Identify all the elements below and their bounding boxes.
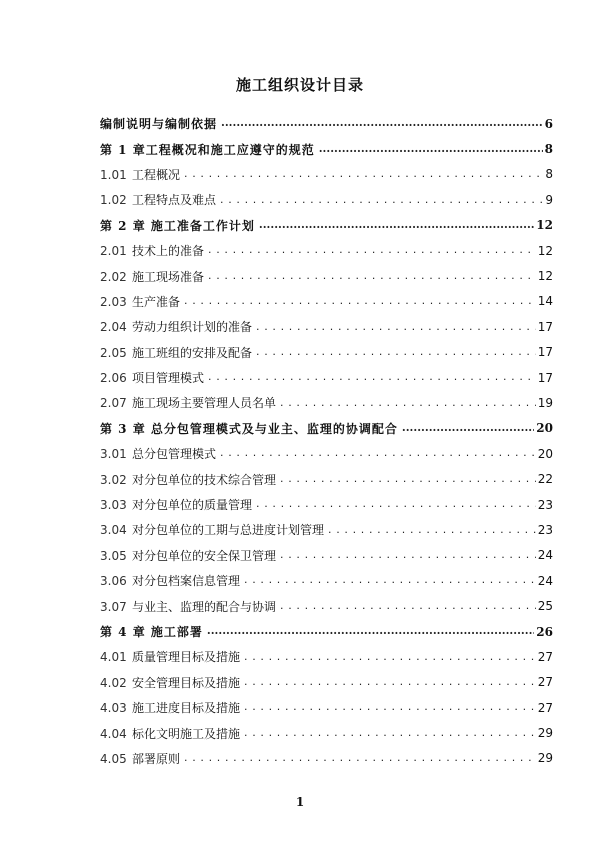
toc-entry-title	[100, 318, 254, 335]
dot-leader	[278, 543, 536, 568]
dot-leader	[242, 568, 536, 593]
toc-section-entry[interactable]	[100, 644, 553, 669]
toc-section-entry[interactable]	[100, 492, 553, 517]
toc-section-label: 安全管理目标及措施	[132, 675, 241, 690]
toc-page-number: 12	[536, 218, 553, 233]
toc-section-number: 2.06	[100, 371, 127, 386]
toc-page-number: 14	[537, 294, 553, 309]
toc-section-entry[interactable]	[100, 543, 553, 568]
toc-section-label: 工程概况	[132, 167, 181, 182]
toc-section-label: 对分包单位的质量管理	[132, 498, 253, 513]
toc-section-number: 1.02	[100, 193, 127, 208]
toc-page-number: 9	[545, 192, 553, 207]
toc-section-number: 3.06	[100, 574, 127, 589]
toc-page-number: 26	[536, 624, 553, 639]
dot-leader	[254, 492, 536, 517]
dot-leader	[182, 746, 536, 771]
toc-section-number: 2.07	[100, 396, 127, 411]
dot-leader	[278, 466, 536, 491]
toc-page-number: 20	[536, 421, 553, 436]
toc-section-label: 对分包单位的安全保卫管理	[132, 548, 277, 563]
toc-page-number: 29	[537, 726, 553, 741]
toc-section-label: 对分包档案信息管理	[132, 574, 241, 589]
dot-leader	[326, 517, 536, 542]
toc-section-number: 3.04	[100, 523, 127, 538]
toc-section-label: 质量管理目标及措施	[132, 650, 241, 665]
toc-section-entry[interactable]	[100, 568, 553, 593]
toc-page-number: 23	[537, 522, 553, 537]
toc-entry-title	[100, 394, 278, 411]
toc-page-number: 29	[537, 751, 553, 766]
toc-page-number: 25	[537, 599, 553, 614]
toc-section-number: 2.05	[100, 345, 127, 360]
toc-entry-title	[100, 293, 182, 310]
dot-leader	[317, 136, 543, 161]
toc-page-number: 27	[537, 675, 553, 690]
toc-section-entry[interactable]	[100, 340, 553, 365]
toc-entry-title	[100, 674, 242, 691]
toc-entry-title	[100, 725, 242, 742]
toc-section-label: 对分包单位的工期与总进度计划管理	[132, 523, 325, 538]
toc-section-number: 3.02	[100, 472, 127, 487]
dot-leader	[218, 441, 536, 466]
toc-section-entry[interactable]	[100, 466, 553, 491]
dot-leader	[242, 695, 536, 720]
toc-section-label: 施工进度目标及措施	[132, 701, 241, 716]
toc-section-number: 1.01	[100, 167, 127, 182]
toc-entry-title	[100, 699, 242, 716]
toc-page-number: 8	[545, 167, 553, 182]
toc-entry-title: 第 2 章 施工准备工作计划	[100, 218, 255, 233]
dot-leader	[219, 111, 543, 136]
toc-chapter-entry[interactable]	[100, 213, 553, 238]
toc-section-label: 与业主、监理的配合与协调	[132, 599, 277, 614]
page-title: 施工组织设计目录	[235, 76, 364, 94]
toc-section-label: 工程特点及难点	[132, 193, 217, 208]
toc-section-label: 劳动力组织计划的准备	[132, 320, 253, 335]
toc-entry-title	[100, 344, 254, 361]
toc-section-label: 施工现场准备	[132, 269, 205, 284]
toc-section-number: 2.01	[100, 244, 127, 259]
toc-chapter-entry[interactable]	[100, 416, 553, 441]
toc-entry-title	[100, 445, 218, 462]
toc-section-entry[interactable]	[100, 390, 553, 415]
toc-section-entry[interactable]	[100, 162, 553, 187]
toc-entry-title	[100, 242, 206, 259]
toc-page-number: 24	[537, 548, 553, 563]
toc-section-entry[interactable]	[100, 238, 553, 263]
dot-leader	[206, 365, 536, 390]
toc-page-number: 8	[544, 142, 553, 157]
dot-leader	[218, 187, 543, 212]
page-number: 1	[295, 795, 305, 809]
toc-section-entry[interactable]	[100, 289, 553, 314]
toc-entry-title	[100, 166, 182, 183]
toc-chapter-entry[interactable]	[100, 111, 553, 136]
toc-entry-title: 第 4 章 施工部署	[100, 625, 203, 639]
toc-section-label: 总分包管理模式	[132, 447, 217, 462]
toc-page-number: 24	[537, 573, 553, 588]
dot-leader	[182, 162, 543, 187]
toc-entry-title	[100, 521, 326, 538]
toc-entry-title	[100, 547, 278, 564]
toc-section-label: 项目管理模式	[132, 371, 205, 386]
toc-page-number: 6	[544, 116, 553, 131]
toc-entry-title: 第 1 章工程概况和施工应遵守的规范	[100, 142, 315, 157]
toc-section-entry[interactable]	[100, 593, 553, 618]
dot-leader	[206, 238, 536, 263]
toc-section-entry[interactable]	[100, 670, 553, 695]
toc-page-number: 17	[537, 345, 553, 360]
toc-entry-title	[100, 369, 206, 386]
toc-entry-title	[100, 572, 242, 589]
table-of-contents	[100, 111, 553, 771]
toc-chapter-entry[interactable]	[100, 619, 553, 644]
dot-leader	[257, 213, 534, 238]
dot-leader	[254, 314, 536, 339]
toc-section-entry[interactable]	[100, 314, 553, 339]
dot-leader	[206, 263, 536, 288]
toc-section-entry[interactable]	[100, 263, 553, 288]
toc-section-entry[interactable]	[100, 695, 553, 720]
toc-section-entry[interactable]	[100, 187, 553, 212]
toc-entry-title: 编制说明与编制依据	[100, 117, 218, 132]
dot-leader	[182, 289, 536, 314]
toc-section-entry[interactable]	[100, 517, 553, 542]
dot-leader	[400, 416, 534, 441]
toc-section-label: 技术上的准备	[132, 244, 205, 259]
toc-entry-title	[100, 598, 278, 615]
toc-chapter-entry[interactable]	[100, 136, 553, 161]
toc-page-number: 12	[537, 269, 553, 284]
toc-section-label: 部署原则	[132, 751, 181, 766]
toc-section-number: 3.03	[100, 498, 127, 513]
toc-section-number: 3.01	[100, 447, 127, 462]
toc-entry-title	[100, 268, 206, 285]
dot-leader	[242, 670, 536, 695]
toc-entry-title	[100, 750, 182, 767]
toc-section-number: 4.05	[100, 751, 127, 766]
toc-section-label: 施工班组的安排及配备	[132, 345, 253, 360]
toc-section-entry[interactable]	[100, 720, 553, 745]
toc-section-number: 2.02	[100, 269, 127, 284]
toc-entry-title	[100, 496, 254, 513]
toc-page-number: 12	[537, 243, 553, 258]
toc-page-number: 19	[537, 395, 553, 410]
toc-page-number: 20	[537, 446, 553, 461]
dot-leader	[278, 593, 536, 618]
toc-section-number: 3.05	[100, 548, 127, 563]
dot-leader	[242, 720, 536, 745]
toc-section-number: 2.04	[100, 320, 127, 335]
dot-leader	[254, 340, 536, 365]
toc-entry-title	[100, 648, 242, 665]
toc-page-number: 27	[537, 700, 553, 715]
toc-page-number: 17	[537, 319, 553, 334]
toc-section-label: 对分包单位的技术综合管理	[132, 472, 277, 487]
toc-section-number: 2.03	[100, 294, 127, 309]
toc-section-number: 4.03	[100, 701, 127, 716]
toc-section-label: 施工现场主要管理人员名单	[132, 396, 277, 411]
toc-section-number: 4.01	[100, 650, 127, 665]
toc-section-entry[interactable]	[100, 746, 553, 771]
toc-section-number: 4.02	[100, 675, 127, 690]
toc-section-label: 生产准备	[132, 294, 181, 309]
dot-leader	[278, 390, 536, 415]
dot-leader	[242, 644, 536, 669]
toc-page-number: 27	[537, 649, 553, 664]
toc-entry-title	[100, 191, 218, 208]
toc-page-number: 22	[537, 472, 553, 487]
toc-section-entry[interactable]	[100, 365, 553, 390]
toc-page-number: 17	[537, 370, 553, 385]
toc-entry-title: 第 3 章 总分包管理模式及与业主、监理的协调配合	[100, 421, 398, 436]
toc-section-number: 3.07	[100, 599, 127, 614]
toc-entry-title	[100, 471, 278, 488]
toc-section-label: 标化文明施工及措施	[132, 726, 241, 741]
dot-leader	[205, 619, 534, 644]
toc-section-entry[interactable]	[100, 441, 553, 466]
toc-page-number: 23	[537, 497, 553, 512]
toc-section-number: 4.04	[100, 726, 127, 741]
